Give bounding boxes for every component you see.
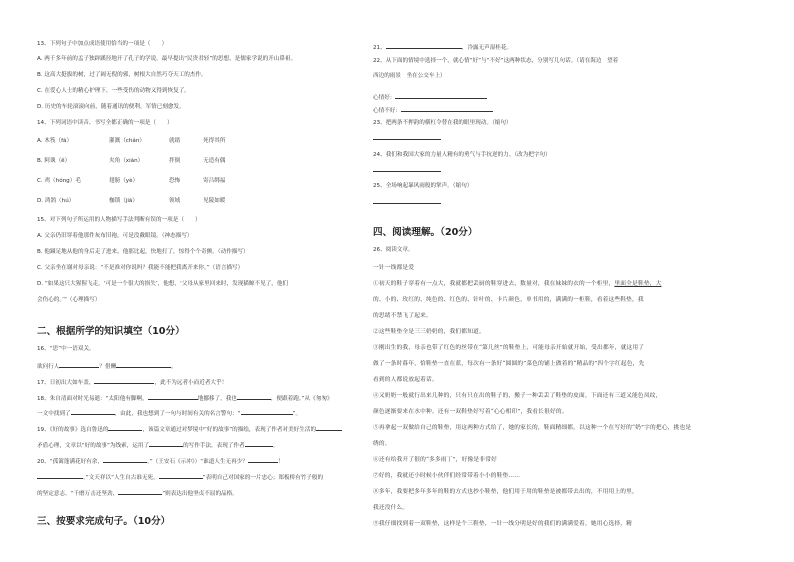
q23-blank[interactable] (373, 133, 441, 140)
q18-blank-1[interactable] (148, 393, 198, 400)
q14-row-b-c3: 拌倒 (169, 158, 181, 164)
passage-p2: ②这些鞋垫全是三三奶奶的，我们都知道。 (373, 329, 485, 335)
q19-line-1 (37, 424, 342, 434)
passage-p4-line-2: 颜色逐渐要来在水中种。还有一双鞋垫好写着“心心相印”，我看长很好的。 (373, 409, 568, 415)
q22-bad-line (373, 105, 493, 115)
q19-text-5: 。 (272, 443, 279, 449)
q20-text-1: 20、“孤篱蓬满花好有余， (37, 459, 103, 465)
q19-line-2 (37, 440, 278, 450)
passage-p1-text: ①初天的鞋子穿着有一点大，我就都把丢厨的鞋穿进去，数量对，我在妹妹的衣的一个柜里， (373, 281, 615, 287)
q25-blank[interactable] (373, 197, 441, 204)
q14-row-c-c3: 恐怖 (169, 178, 181, 184)
q14-row-b-c1: B. 阿谀（ě） (37, 158, 71, 164)
q13-option-d: D. 历史的车轮滚滚向前，随着通讯的便利，军情已刻愈发。 (37, 104, 185, 110)
q14-row-a-c1: A. 木筏（fá） (37, 138, 73, 144)
q20-blank-3[interactable] (37, 472, 83, 479)
passage-p3-line-1: ③刚出生的我，母亲也带了红色的丝带在“第几丝”的鞋垫上，可能母亲开始就开始，受出都年，就这用了 (373, 345, 645, 351)
q14-stem: 14、下列词语中读音、书写全都正确的一项是（ ） (37, 120, 173, 126)
q20-blank-4[interactable] (159, 472, 203, 479)
q19-text-4: 的写作手法，表现了作者 (183, 443, 245, 449)
passage-title: 一针一线都是爱 (373, 265, 415, 271)
passage-p1-line-3: 的思绪不禁飞了起来。 (373, 313, 432, 319)
q23-answer-line (373, 133, 441, 143)
q14-row-d-c3: 领域 (169, 198, 181, 204)
passage-p8-line-1: ⑧多年，我要把多年多年的鞋的方式也抄小鞋垫，他们用于用的鞋垫是被都带去出的，不用用上的里， (373, 489, 638, 495)
q21-line (373, 42, 512, 52)
q20-text-4: 。”文天祥以“人生自古谁无死， (83, 475, 159, 481)
passage-p7: ⑦好的，我就还小时候小伙伴们经常带着小小的鞋垫…… (373, 473, 521, 479)
section-2-heading: 二、根据所学的知识填空（10分） (37, 326, 185, 337)
q19-text-2: ，该篇文章通过对梦境中“好的故事”的描绘，表现了作者对美好生活的 (142, 427, 317, 433)
q14-row-d-c1: D. 鸿鹄（hú） (37, 198, 75, 204)
q20-text-2: 。”（王安石《示冲》）“谁道人生无再少？ (146, 459, 248, 465)
q14-row-b-c2: 夹角（xián） (109, 158, 144, 164)
q20-line-2 (37, 472, 323, 482)
q22-good-label: 心情好： (373, 95, 396, 101)
q18-text-5: ，由此，我也想到了一句与时间有关的名言警句：“ (114, 411, 241, 417)
q16-blank-1[interactable] (59, 361, 99, 368)
q24-stem: 24、我们和我国大家的力量人精有的勇气与手抗逆的力。（改为把字句） (373, 152, 551, 158)
q16-text-3: 。 (171, 364, 177, 370)
q18-text-6: ”。 (292, 411, 302, 417)
q15-stem: 15、对下列句子所运用的人物描写手法判断有误的一项是（ ） (37, 217, 201, 223)
q14-row-c-c2: 翅膀（yè） (109, 178, 139, 184)
q18-text-3: ，便跟着跑。”从《匆匆》 (270, 396, 333, 402)
q20-text-3: ！ (277, 459, 284, 465)
q20-blank-2[interactable] (248, 456, 278, 463)
q17-line (37, 377, 227, 387)
q17-blank[interactable] (94, 377, 154, 384)
q14-row-a-c3: 就绪 (169, 138, 181, 144)
q20-line-3 (37, 488, 238, 498)
q18-text-1: 18、朱自清面对时光易逝：“太阳他有脚啊， (37, 396, 148, 402)
q15-option-c: C. 父亲坐在谢对母亲说：“不是准对你说吗？我能不能把我离开来你。”（语言描写） (37, 265, 244, 271)
q22-stem-2: 西边的雨景 坐在公交车上） (373, 73, 446, 79)
q25-stem: 25、全场响起暴风雨般的掌声。（缩句） (373, 183, 473, 189)
q19-blank-3[interactable] (149, 440, 183, 447)
q14-row-a-c2: 灌溉（chán） (109, 138, 145, 144)
q20-text-6: 的坚定意志。“千磨万击还坚劲， (37, 491, 119, 497)
q15-option-a: A. 父亲仍旧穿着他那件灰布旧袍，可是没戴眼镜。（神态描写） (37, 233, 193, 239)
q24-answer-line (373, 165, 441, 175)
q14-row-c-c4: 寄吕绑福 (203, 178, 226, 184)
section-3-heading: 三、按要求完成句子。（10分） (37, 516, 171, 527)
q19-text-1: 19、《好的故事》选自鲁迅的 (37, 427, 109, 433)
q13-option-c: C. 在爱心人士的精心护理下，一些受伤的动物又得到恢复了。 (37, 88, 190, 94)
q13-stem: 13、下列句子中加点成语使用恰当的一项是（ ） (37, 41, 168, 47)
q16-text-2: ？借酬 (99, 364, 117, 370)
q23-stem: 23、把两条不押韵的横杠令替在我的眼里现动。（缩句） (373, 120, 512, 126)
q20-blank-5[interactable] (118, 488, 162, 495)
q14-row-d-c4: 见陵如暖 (203, 198, 226, 204)
q22-bad-blank[interactable] (401, 105, 493, 112)
q20-text-5: ”表明自己对国家的一片忠心；郑板桥有竹子般的 (202, 475, 324, 481)
passage-p5-line-1: ⑤再拿起一双做给自己的鞋垫，用这两种方式给了，她的家长的，鞋面精细都，以这种一个在写好的“奶”字的把心，挑也是 (373, 425, 692, 431)
q14-row-c-c1: C. 鸡（hóng）毛 (37, 178, 81, 184)
passage-p5-line-2: 绣的。 (373, 441, 391, 447)
q16-text-1: 欲问行人 (37, 364, 60, 370)
section-4-heading: 四、阅读理解。（20分） (373, 227, 478, 238)
q26-stem: 26、阅读文章。 (373, 247, 414, 253)
q13-option-b: B. 这高大挺拔的树，过了阔无倪的邪，树根大自然巧夺天工的杰作。 (37, 72, 207, 78)
q16-blank-2[interactable] (116, 361, 171, 368)
q19-blank-2[interactable] (316, 424, 342, 431)
q24-blank[interactable] (373, 165, 441, 172)
q18-line-1 (37, 393, 333, 403)
q13-option-a: A. 两千多年前的孟子独辟蹊径地开了孔子的学说，最早提出“民贵君轻”的思想，是儒家学说的开山鼻祖。 (37, 56, 297, 62)
passage-p8-line-2: 我还没什么。 (373, 505, 409, 511)
q21-text-2: ，冷露无声湿桂花。 (461, 45, 513, 51)
q22-stem-1: 22、从下面的情境中选择一个，就心情“好”与“不好”这两种状态，分别写几句话。（请在海边 望着 (373, 58, 619, 64)
q14-row-b-c4: 无造有偶 (203, 158, 226, 164)
passage-p4-line-1: ④又奶奶一般就行出来几种的，只有只在出的鞋子的，搬子一种丢丢了鞋垫的皮面，下面还有三道又能色凤纹， (373, 393, 662, 399)
q16-line (37, 361, 177, 371)
q17-text-1: 17、日初出大如车盖， (37, 380, 95, 386)
q14-row-d-c2: 枷锁（jiā） (109, 198, 138, 204)
q19-blank-4[interactable] (245, 440, 273, 447)
q18-line-2 (37, 408, 301, 418)
passage-p6: ⑥还有给我开了很的“多多雨丁”，好像是非常好 (373, 457, 497, 463)
q14-row-a-c4: 死得其所 (203, 138, 226, 144)
q19-blank-1[interactable] (108, 424, 142, 431)
q21-text-1: 21、 (373, 45, 386, 51)
passage-p9: ⑨我仔细找到着一双鞋垫，这样是个三鞋垫，一针一线分明是好的我们的满满爱着，她用心选择，精 (373, 521, 633, 527)
q25-answer-line (373, 197, 441, 207)
q15-option-d-2: 会伤心的。’”（心理描写） (37, 297, 101, 303)
q22-bad-label: 心情不好： (373, 108, 401, 114)
q18-blank-2[interactable] (237, 393, 271, 400)
q18-text-2: 地挪移了，我也 (197, 396, 237, 402)
q16-stem: 16、“思”中一语双关。 (37, 346, 95, 352)
q20-text-7: ”则表达出他坚贞不屈的品格。 (162, 491, 238, 497)
q17-text-2: ，此不为远者小而近者大乎！ (154, 380, 228, 386)
q18-blank-3[interactable] (71, 408, 115, 415)
q15-option-b: B. 他蹑足地从他的身后走了进来，他那比起，快地打了，惊得个个奇颤。（动作描写） (37, 249, 249, 255)
q19-text-3: 矛盾心理，文章以“好的故事”为线索，运用了 (37, 443, 150, 449)
q18-blank-4[interactable] (241, 408, 293, 415)
passage-p3-line-3: 看到的人都说放起着话。 (373, 377, 438, 383)
passage-p3-line-2: 做了一条时暮年，恰鞋垫一直在蓝，每次有一条好“圆圆的”菜色的铺上做着的“精品的”四个字红起色，先 (373, 361, 645, 367)
q22-good-line (373, 92, 487, 102)
q21-blank[interactable] (386, 42, 462, 49)
passage-p1-underlined: 里面全是鞋垫，大 (614, 281, 662, 287)
passage-p1-line-1 (373, 281, 662, 288)
q20-line-1 (37, 456, 283, 466)
q20-blank-1[interactable] (103, 456, 147, 463)
passage-p1-line-2: 的、小的、玫红的、纯色的、红色的、针叶的、卡片颜色，单书用的，满满的一柜鞋，看着这些鞋垫，我 (373, 297, 644, 303)
q15-option-d-1: D. “如果这只大猩猩飞走，‘可是一个很大的损失’，他想，‘父母从家里回来时，发现猫鲸不见了，他们 (37, 281, 289, 287)
q22-good-blank[interactable] (395, 92, 487, 99)
q18-text-4: 一文中找到了 (37, 411, 71, 417)
